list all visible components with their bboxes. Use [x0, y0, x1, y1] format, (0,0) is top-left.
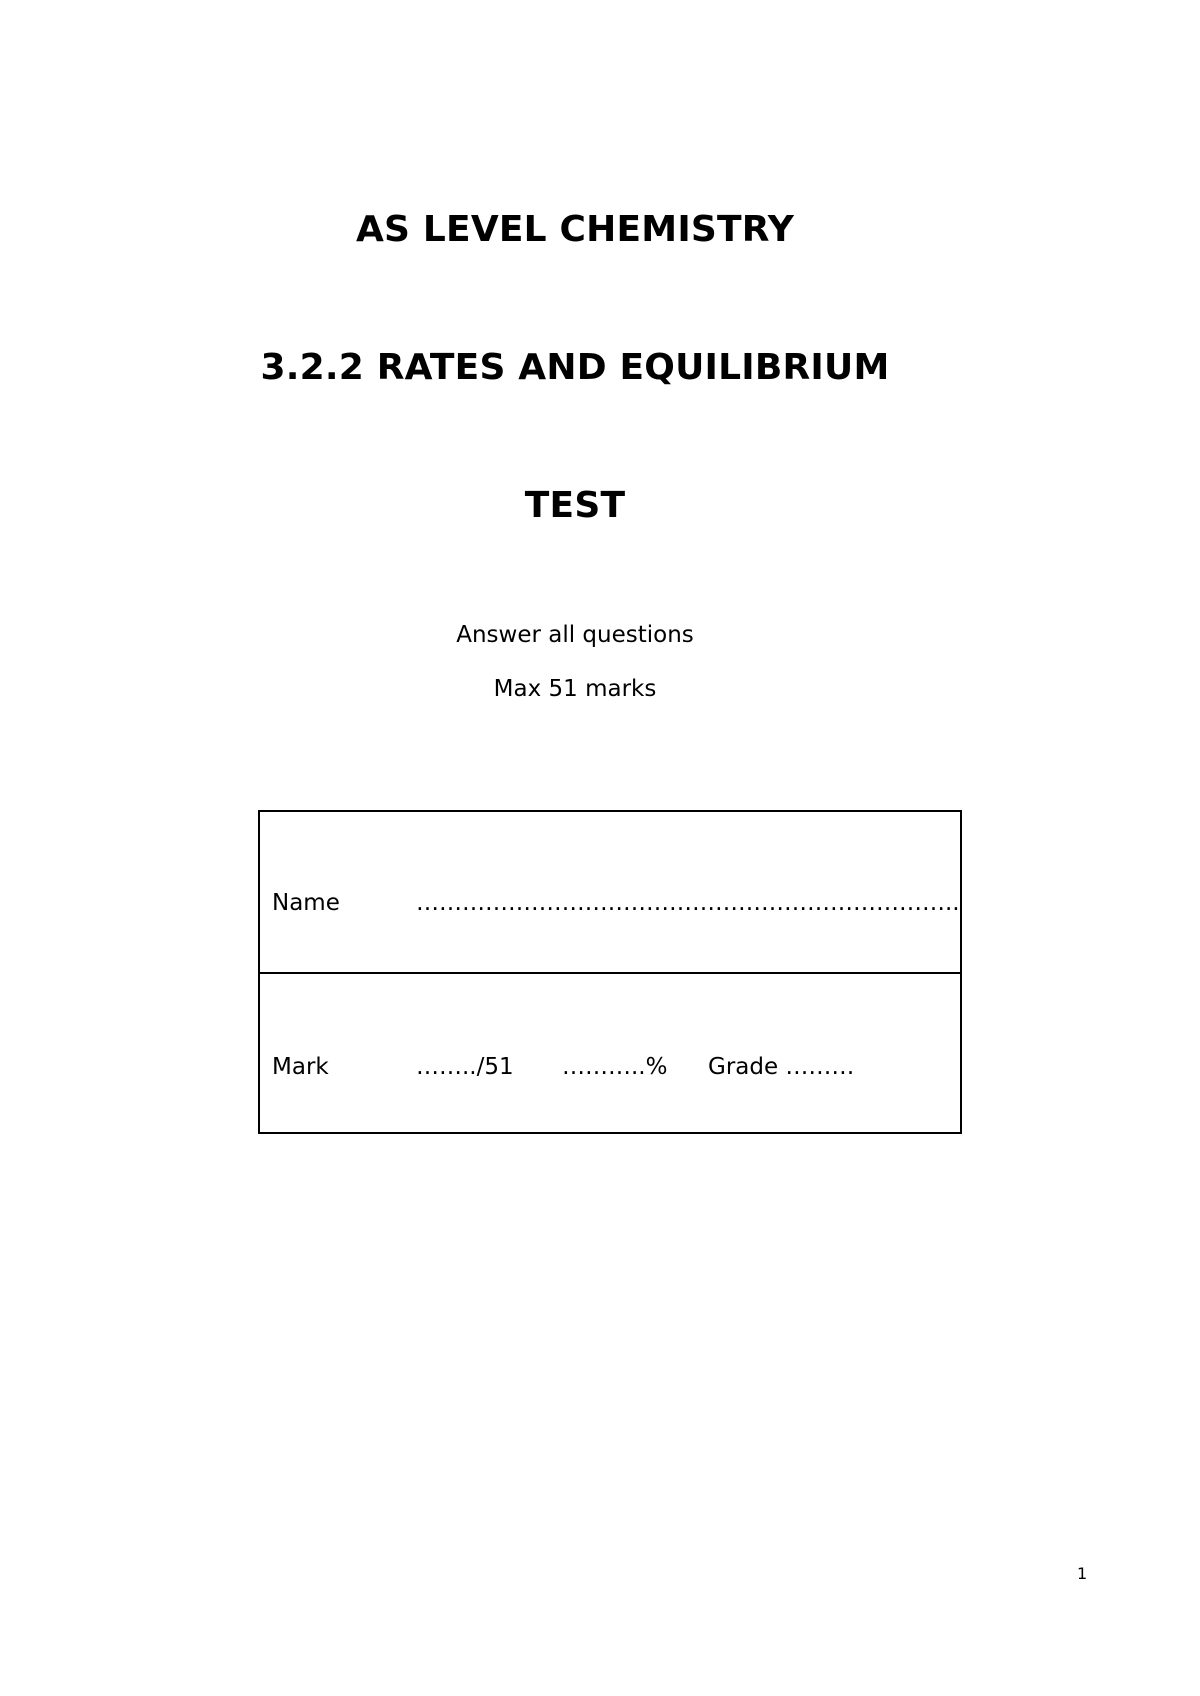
- document-title: AS LEVEL CHEMISTRY: [355, 209, 795, 250]
- instruction-max-marks: Max 51 marks: [493, 676, 657, 702]
- instruction-answer-all: Answer all questions: [456, 622, 694, 648]
- mark-row: [260, 974, 960, 1136]
- topic-title: 3.2.2 RATES AND EQUILIBRIUM: [260, 347, 890, 388]
- mark-label: Mark: [272, 1054, 329, 1080]
- test-title: TEST: [524, 485, 626, 526]
- name-label: Name: [272, 890, 340, 916]
- grade-field: Grade ………: [708, 1054, 855, 1080]
- percent-field: ………..%: [562, 1054, 668, 1080]
- student-info-box: [258, 810, 962, 1134]
- page-number: 1: [1077, 1564, 1088, 1583]
- name-row: [260, 812, 960, 974]
- mark-field: ……../51: [416, 1054, 514, 1080]
- name-field: ……………………………………………………………..: [416, 890, 960, 916]
